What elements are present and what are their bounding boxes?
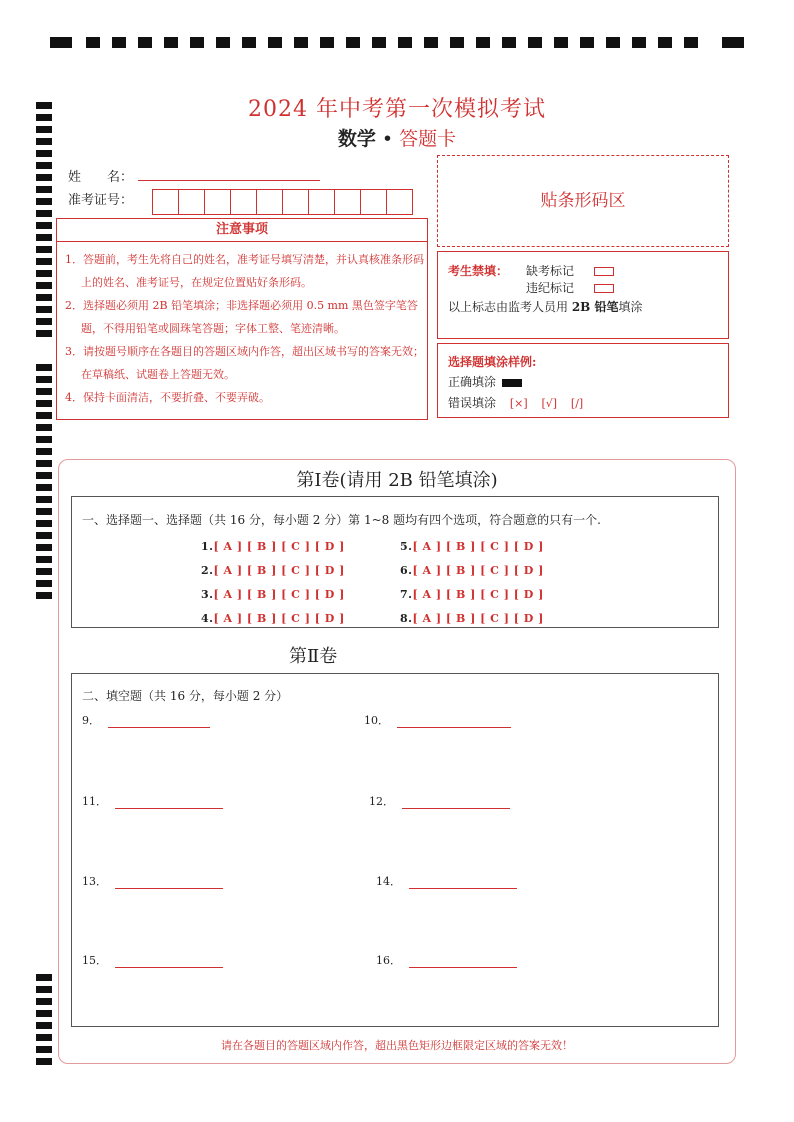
id-digit-box[interactable] bbox=[231, 190, 257, 214]
fill-blank-instruction: 二、填空题（共 16 分，每小题 2 分） bbox=[82, 689, 289, 703]
id-digit-box[interactable] bbox=[335, 190, 361, 214]
part2-title: 第Ⅱ卷 bbox=[289, 646, 338, 667]
question-number: 3. bbox=[201, 588, 214, 601]
answer-blank[interactable] bbox=[409, 876, 517, 889]
question-number: 8. bbox=[400, 612, 413, 625]
id-digit-box[interactable] bbox=[153, 190, 179, 214]
wrong-mark-x: [×] bbox=[509, 397, 528, 410]
name-field[interactable] bbox=[138, 164, 320, 181]
answer-blank[interactable] bbox=[108, 715, 210, 728]
exam-title: 2024 年中考第一次模拟考试 bbox=[248, 97, 546, 122]
question-number: 7. bbox=[400, 588, 413, 601]
id-digit-box[interactable] bbox=[387, 190, 412, 214]
blank-number: 15． bbox=[82, 954, 107, 967]
answer-options[interactable]: [ A ] [ B ] [ C ] [ D ] bbox=[213, 612, 345, 625]
question-row-8[interactable] bbox=[400, 612, 544, 625]
id-digit-box[interactable] bbox=[205, 190, 231, 214]
question-number: 4. bbox=[201, 612, 214, 625]
multiple-choice-instruction: 一、选择题一、选择题（共 16 分，每小题 2 分）第 1~8 题均有四个选项，符合题意的只有一个. bbox=[82, 513, 601, 527]
proctor-only-label: 考生禁填： bbox=[448, 264, 509, 278]
footer-warning: 请在各题目的答题区域内作答，超出黑色矩形边框限定区域的答案无效！ bbox=[221, 1039, 573, 1052]
blank-row-9 bbox=[82, 712, 210, 728]
question-number: 2. bbox=[201, 564, 214, 577]
top-timing-marks bbox=[50, 37, 745, 51]
blank-row-10 bbox=[364, 712, 511, 728]
absent-mark-box[interactable] bbox=[594, 267, 614, 276]
exam-subtitle bbox=[0, 124, 794, 151]
blank-number: 14． bbox=[376, 875, 401, 888]
subject-label: 数学 bbox=[337, 128, 376, 150]
answer-options[interactable]: [ A ] [ B ] [ C ] [ D ] bbox=[412, 612, 544, 625]
blank-row-11 bbox=[82, 793, 223, 809]
notice-item: 3．请按题号顺序在各题目的答题区域内作答，超出区域书写的答案无效；在草稿纸、试题卷上答题无效。 bbox=[65, 345, 424, 381]
question-row-2[interactable] bbox=[201, 564, 345, 577]
proctor-note bbox=[448, 298, 643, 315]
fill-sample-box bbox=[437, 343, 729, 418]
violation-mark-row bbox=[526, 279, 614, 296]
absent-mark-label: 缺考标记 bbox=[526, 264, 575, 278]
blank-row-14 bbox=[376, 873, 517, 889]
proctor-note-suffix: 填涂 bbox=[618, 300, 643, 314]
question-row-7[interactable] bbox=[400, 588, 544, 601]
answer-options[interactable]: [ A ] [ B ] [ C ] [ D ] bbox=[412, 540, 544, 553]
candidate-id-boxes[interactable] bbox=[152, 189, 413, 215]
blank-row-16 bbox=[376, 952, 517, 968]
proctor-note-bold: 2B 铅笔 bbox=[571, 300, 619, 314]
name-label: 姓 名： bbox=[68, 170, 134, 185]
notice-item: 4．保持卡面清洁，不要折叠、不要弄破。 bbox=[65, 391, 270, 404]
question-row-5[interactable] bbox=[400, 540, 544, 553]
absent-mark-row bbox=[526, 262, 614, 279]
blank-number: 12． bbox=[369, 795, 394, 808]
id-digit-box[interactable] bbox=[361, 190, 387, 214]
correct-fill-row bbox=[448, 373, 522, 390]
wrong-fill-label: 错误填涂 bbox=[448, 396, 497, 410]
candidate-id-label: 准考证号： bbox=[68, 193, 134, 208]
notice-heading: 注意事项 bbox=[57, 219, 427, 242]
id-digit-box[interactable] bbox=[257, 190, 283, 214]
answer-blank[interactable] bbox=[115, 955, 223, 968]
question-number: 1. bbox=[201, 540, 214, 553]
blank-number: 13． bbox=[82, 875, 107, 888]
question-row-3[interactable] bbox=[201, 588, 345, 601]
wrong-mark-check: [√] bbox=[541, 397, 558, 410]
blank-number: 10． bbox=[364, 714, 389, 727]
notice-item: 1．答题前，考生先将自己的姓名，准考证号填写清楚，并认真核准条形码上的姓名、准考证号，在规定位置贴好条形码。 bbox=[65, 253, 424, 289]
answer-blank[interactable] bbox=[397, 715, 511, 728]
question-row-1[interactable] bbox=[201, 540, 345, 553]
id-digit-box[interactable] bbox=[283, 190, 309, 214]
answer-blank[interactable] bbox=[115, 796, 223, 809]
correct-fill-label: 正确填涂 bbox=[448, 375, 497, 389]
blank-number: 16． bbox=[376, 954, 401, 967]
answer-options[interactable]: [ A ] [ B ] [ C ] [ D ] bbox=[213, 540, 345, 553]
id-digit-box[interactable] bbox=[179, 190, 205, 214]
answer-options[interactable]: [ A ] [ B ] [ C ] [ D ] bbox=[213, 564, 345, 577]
answer-options[interactable]: [ A ] [ B ] [ C ] [ D ] bbox=[412, 564, 544, 577]
question-number: 6. bbox=[400, 564, 413, 577]
blank-number: 11． bbox=[82, 795, 107, 808]
question-number: 5. bbox=[400, 540, 413, 553]
question-row-6[interactable] bbox=[400, 564, 544, 577]
blank-row-13 bbox=[82, 873, 223, 889]
barcode-area[interactable]: 贴条形码区 bbox=[437, 155, 729, 247]
notice-item: 2．选择题必须用 2B 铅笔填涂；非选择题必须用 0.5 mm 黑色签字笔答题，不得用铅笔或圆珠笔答题；字体工整、笔迹清晰。 bbox=[65, 299, 418, 335]
violation-mark-label: 违纪标记 bbox=[526, 281, 575, 295]
id-digit-box[interactable] bbox=[309, 190, 335, 214]
answer-blank[interactable] bbox=[115, 876, 223, 889]
wrong-fill-row bbox=[448, 394, 583, 411]
violation-mark-box[interactable] bbox=[594, 284, 614, 293]
notice-box bbox=[56, 218, 428, 420]
subtitle-dot: • bbox=[381, 128, 394, 150]
proctor-note-prefix: 以上标志由监考人员用 bbox=[448, 300, 572, 314]
blank-row-12 bbox=[369, 793, 510, 809]
answer-options[interactable]: [ A ] [ B ] [ C ] [ D ] bbox=[412, 588, 544, 601]
question-row-4[interactable] bbox=[201, 612, 345, 625]
answer-card-label: 答题卡 bbox=[399, 128, 457, 150]
proctor-marks-box bbox=[437, 251, 729, 339]
multiple-choice-section bbox=[71, 496, 719, 628]
fill-sample-heading: 选择题填涂样例: bbox=[448, 355, 537, 369]
part1-title: 第Ⅰ卷(请用 2B 铅笔填涂) bbox=[296, 470, 498, 491]
answer-blank[interactable] bbox=[402, 796, 510, 809]
blank-row-15 bbox=[82, 952, 223, 968]
answer-blank[interactable] bbox=[409, 955, 517, 968]
wrong-mark-slash: [/] bbox=[570, 397, 584, 410]
blank-number: 9． bbox=[82, 714, 100, 727]
filled-block-icon bbox=[502, 379, 522, 387]
answer-options[interactable]: [ A ] [ B ] [ C ] [ D ] bbox=[213, 588, 345, 601]
